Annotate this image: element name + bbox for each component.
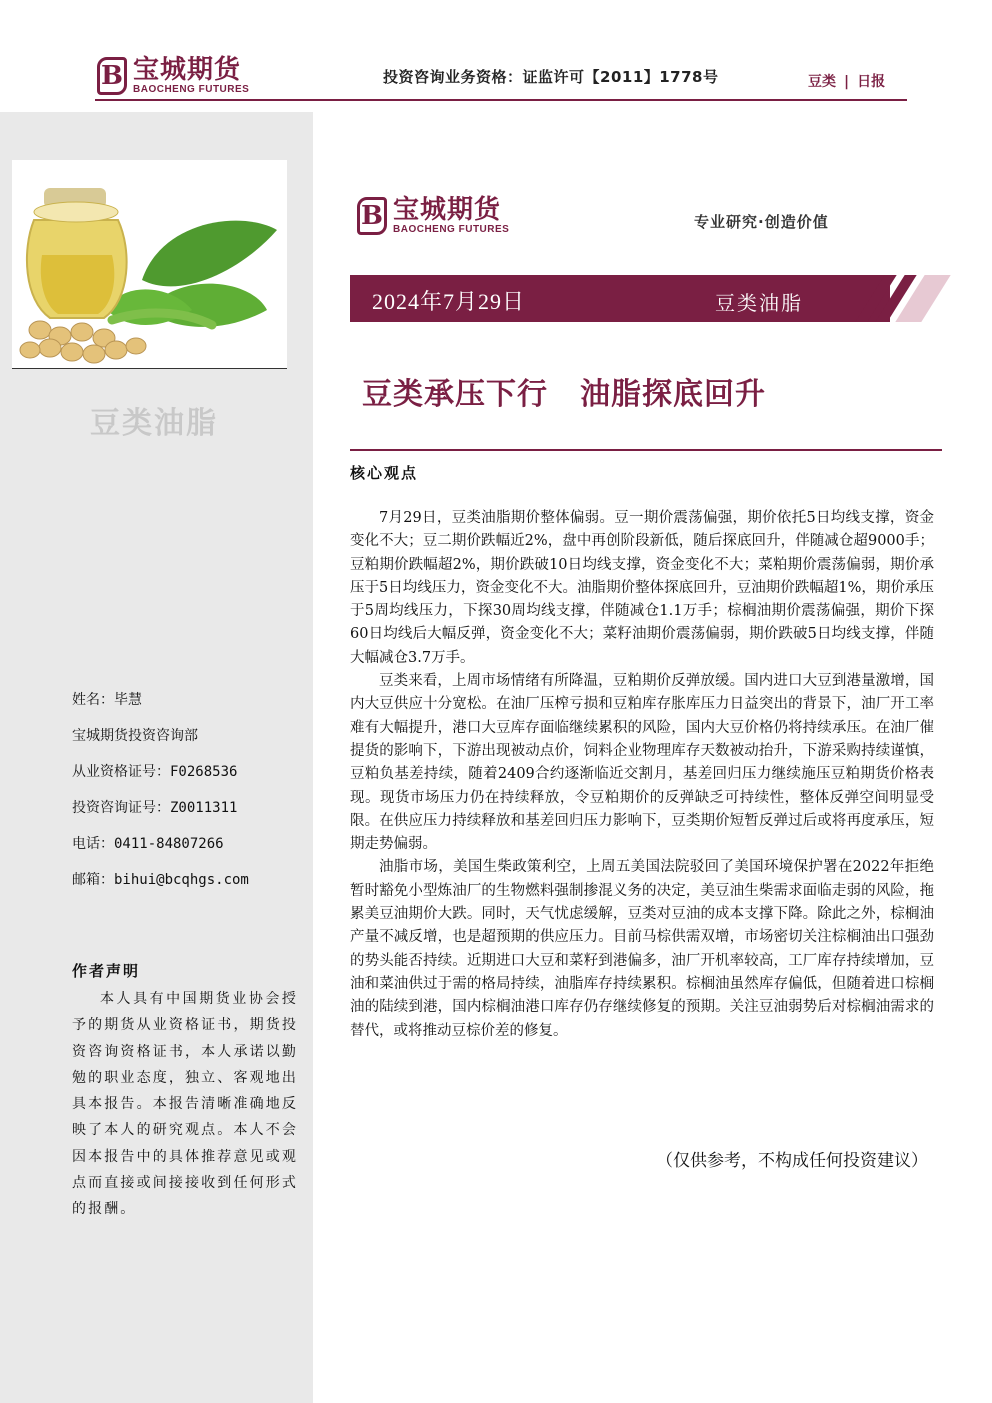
brand-name-cn: 宝城期货 xyxy=(393,195,502,225)
license-text: 投资咨询业务资格：证监许可【2011】1778号 xyxy=(383,68,719,86)
author-name: 姓名：毕慧 xyxy=(72,692,142,708)
brand-name-en: BAOCHENG FUTURES xyxy=(133,84,250,95)
header-separator: | xyxy=(844,74,850,90)
header-category xyxy=(808,71,885,91)
paragraph: 油脂市场，美国生柴政策利空，上周五美国法院驳回了美国环境保护署在2022年拒绝暂时豁免小型炼油厂的生物燃料强制掺混义务的决定，美豆油生柴需求面临走弱的风险，拖累美豆油期价大跌。同时，天气忧虑缓解，豆类对豆油的成本支撑下降。除此之外，棕榈油产量不减反增，也是超预期的供应压力。目前马棕供需双增，市场密切关注棕榈油出口强劲的势头能否持续。近期进口大豆和菜籽到港偏多，油厂开机率较高，工厂库存持续增加，豆油和菜油供过于需的格局持续，油脂库存持续累积。棕榈油虽然库存偏低，但随着进口棕榈油的陆续到港，国内棕榈油港口库存仍存继续修复的预期。关注豆油弱势后对棕榈油需求的替代，或将推动豆棕价差的修复。 xyxy=(350,859,934,1039)
main-logo xyxy=(357,196,509,236)
header-logo xyxy=(97,56,249,96)
brand-name-cn: 宝城期货 xyxy=(133,55,242,85)
header-divider xyxy=(95,99,907,101)
author-email[interactable]: 邮箱：bihui@bcqhgs.com xyxy=(72,872,249,888)
soybean-oil-jar-photo-icon xyxy=(12,160,287,368)
report-body xyxy=(350,507,934,1043)
sidebar-title: 豆类油脂 xyxy=(90,406,218,441)
disclaimer: （仅供参考，不构成任何投资建议） xyxy=(656,1151,928,1171)
brand-mark-icon: B xyxy=(357,197,387,235)
report-category: 豆类油脂 xyxy=(715,291,803,315)
declaration-body: 本人具有中国期货业协会授予的期货从业资格证书，期货投资咨询资格证书，本人承诺以勤勉的职业态度，独立、客观地出具本报告。本报告清晰准确地反映了本人的研究观点。本人不会因本报告中的具体推荐意见或观点而直接或间接接收到任何形式的报酬。 xyxy=(72,991,298,1218)
declaration-title: 作者声明 xyxy=(72,962,141,980)
headline-part1: 豆类承压下行 xyxy=(362,377,548,412)
date-banner xyxy=(350,275,950,322)
headline xyxy=(362,369,766,413)
author-phone: 电话：0411-84807266 xyxy=(72,836,224,852)
slogan: 专业研究·创造价值 xyxy=(694,213,829,231)
author-dept: 宝城期货投资咨询部 xyxy=(72,728,198,744)
brand-name-en: BAOCHENG FUTURES xyxy=(393,224,510,235)
headline-part2: 油脂探底回升 xyxy=(580,377,766,412)
core-view-title: 核心观点 xyxy=(350,464,419,482)
brand-mark-icon: B xyxy=(97,57,127,95)
paragraph: 7月29日，豆类油脂期价整体偏弱。豆一期价震荡偏强，期价依托5日均线支撑，资金变化不大；豆二期价跌幅近2%，盘中再创阶段新低，随后探底回升，伴随减仓超9000手；豆粕期价跌幅超2%，期价跌破10日均线支撑，资金变化不大；菜粕期价震荡偏弱，期价承压于5日均线压力，资金变化不大。油脂期价整体探底回升，豆油期价跌幅超1%，期价承压于5周均线压力，下探30周均线支撑，伴随减仓1.1万手；棕榈油期价震荡偏强，期价下探60日均线后大幅反弹，资金变化不大；菜籽油期价震荡偏弱，期价跌破5日均线支撑，伴随大幅减仓3.7万手。 xyxy=(350,510,934,666)
report-date: 2024年7月29日 xyxy=(372,289,526,314)
main-divider xyxy=(350,449,942,451)
author-info xyxy=(72,690,249,906)
header-category-label: 豆类 xyxy=(808,74,836,90)
cover-photo xyxy=(12,160,287,369)
author-cert: 从业资格证号：F0268536 xyxy=(72,764,238,780)
header-report-type: 日报 xyxy=(857,74,886,90)
author-advisory-cert: 投资咨询证号：Z0011311 xyxy=(72,800,238,816)
paragraph: 豆类来看，上周市场情绪有所降温，豆粕期价反弹放缓。国内进口大豆到港量激增，国内大豆供应十分宽松。在油厂压榨亏损和豆粕库存胀库压力日益突出的背景下，油厂开工率难有大幅提升，港口大豆库存面临继续累积的风险，国内大豆价格仍将持续承压。在油厂催提货的影响下，下游出现被动点价，饲料企业物理库存天数被动抬升，下游采购持续谨慎，豆粕负基差持续，随着2409合约逐渐临近交割月，基差回归压力继续施压豆粕期货价格表现。现货市场压力仍在持续释放，令豆粕期价的反弹缺乏可持续性，整体反弹空间明显受限。在供应压力持续释放和基差回归压力影响下，豆类期价短暂反弹过后或将再度承压，短期走势偏弱。 xyxy=(350,673,934,853)
